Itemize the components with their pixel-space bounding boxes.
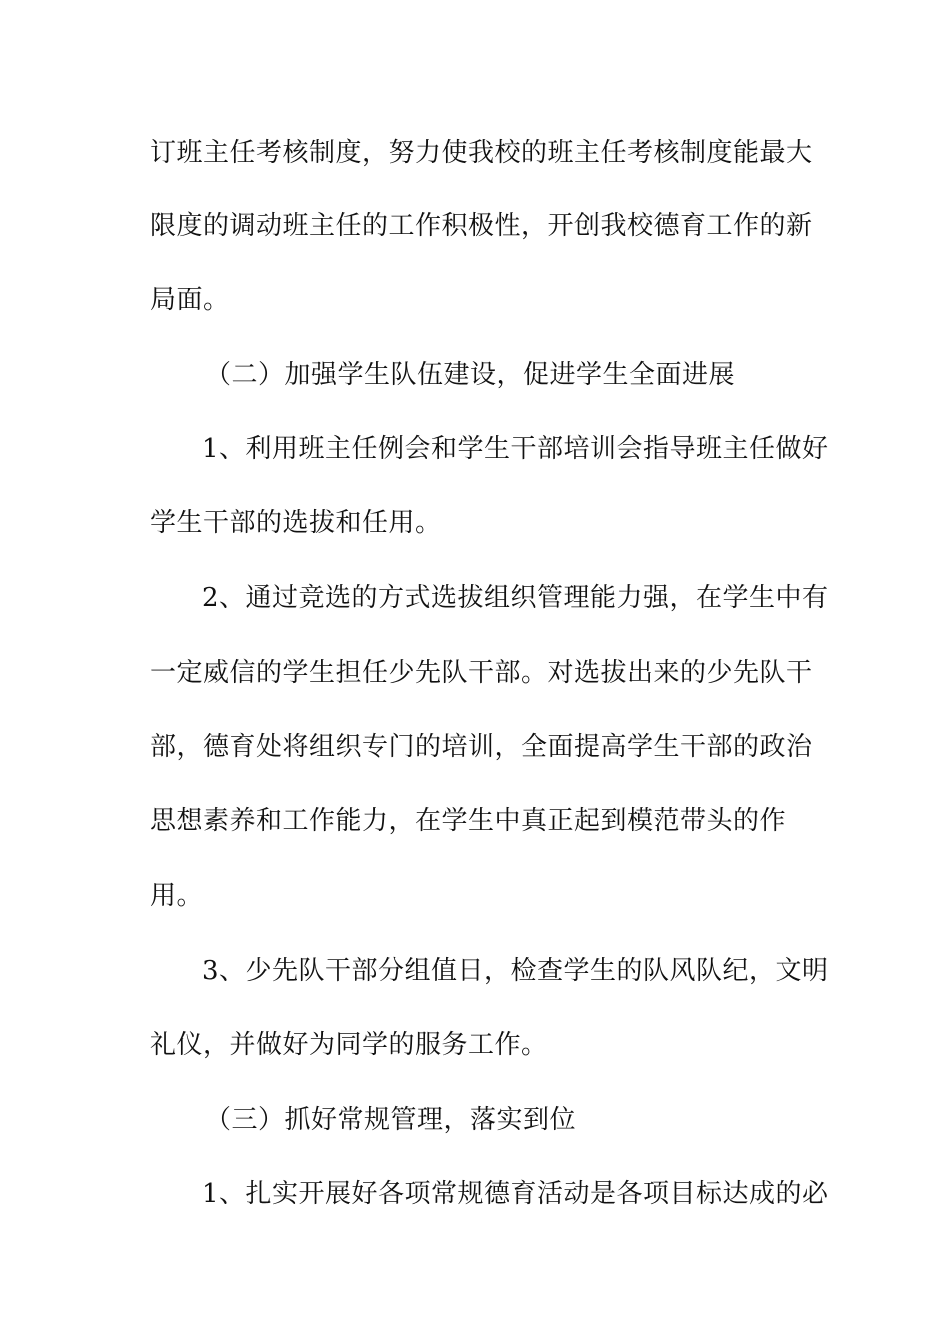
text-line: 礼仪，并做好为同学的服务工作。 xyxy=(150,1030,548,1060)
text-line: 1、扎实开展好各项常规德育活动是各项目标达成的必 xyxy=(202,1179,829,1209)
text-line: 部，德育处将组织专门的培训，全面提高学生干部的政治 xyxy=(150,732,813,762)
text-line: 2、通过竞选的方式选拔组织管理能力强，在学生中有 xyxy=(202,583,829,613)
text-line: 学生干部的选拔和任用。 xyxy=(150,508,442,538)
text-line: 思想素养和工作能力，在学生中真正起到模范带头的作 xyxy=(150,806,787,836)
text-line: 订班主任考核制度，努力使我校的班主任考核制度能最大 xyxy=(150,138,813,168)
text-line: 局面。 xyxy=(150,285,230,315)
text-line: 限度的调动班主任的工作积极性，开创我校德育工作的新 xyxy=(150,211,813,241)
section-heading: （三）抓好常规管理，落实到位 xyxy=(205,1105,577,1135)
text-line: 一定威信的学生担任少先队干部。对选拔出来的少先队干 xyxy=(150,658,813,688)
section-heading: （二）加强学生队伍建设，促进学生全面进展 xyxy=(205,360,736,390)
text-line: 1、利用班主任例会和学生干部培训会指导班主任做好 xyxy=(202,434,829,464)
text-line: 用。 xyxy=(150,881,204,911)
text-line: 3、少先队干部分组值日，检查学生的队风队纪，文明 xyxy=(202,956,829,986)
